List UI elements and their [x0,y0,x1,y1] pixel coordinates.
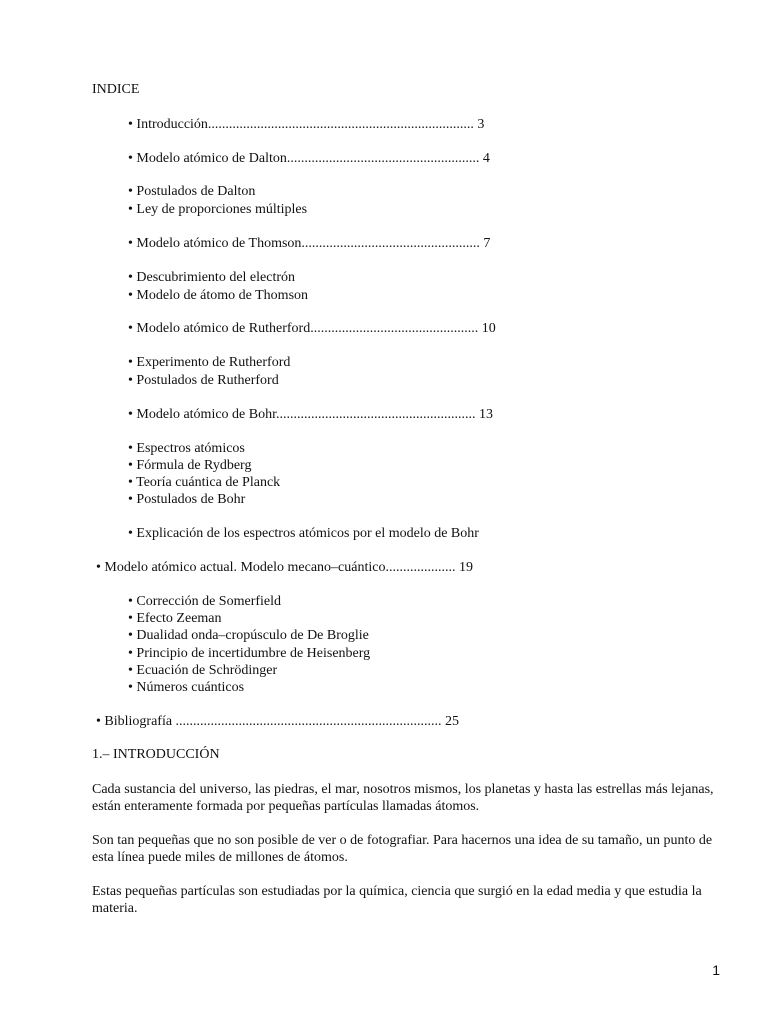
page-number: 1 [712,962,720,978]
toc-subentry: • Modelo de átomo de Thomson [128,288,309,303]
toc-entry-introduccion: • Introducción............................................................................ 3 [128,117,485,132]
toc-subentry: • Postulados de Rutherford [128,373,279,388]
index-heading: INDICE [92,82,140,97]
toc-entry-bohr: • Modelo atómico de Bohr......................................................... 13 [128,407,493,422]
paragraph: Cada sustancia del universo, las piedras, el mar, nosotros mismos, los planetas y hasta las estrellas más lejanas, están enteramente formada por pequeñas partículas llamadas átomos. [92,782,714,814]
toc-entry-thomson: • Modelo atómico de Thomson................................................... 7 [128,236,491,251]
section-title: 1.– INTRODUCCIÓN [92,747,220,762]
paragraph: Son tan pequeñas que no son posible de ver o de fotografiar. Para hacernos una idea de su tamaño, un punto de esta línea puede miles de millones de átomos. [92,833,713,865]
toc-subentry: • Números cuánticos [128,680,245,695]
toc-subentry: • Fórmula de Rydberg [128,458,252,473]
toc-subentry: • Descubrimiento del electrón [128,270,296,285]
paragraph: Estas pequeñas partículas son estudiadas por la química, ciencia que surgió en la edad media y que estudia la materia. [92,884,702,916]
toc-subentry: • Corrección de Somerfield [128,594,282,609]
toc-subentry: • Dualidad onda–cropúsculo de De Broglie [128,628,369,643]
toc-subentry: • Ecuación de Schrödinger [128,663,278,678]
toc-entry-actual: • Modelo atómico actual. Modelo mecano–cuántico.................... 19 [96,560,473,575]
toc-subentry: • Experimento de Rutherford [128,355,291,370]
toc-subentry: • Ley de proporciones múltiples [128,202,308,217]
toc-entry-dalton: • Modelo atómico de Dalton....................................................... 4 [128,151,490,166]
toc-subentry: • Postulados de Dalton [128,184,256,199]
toc-subentry: • Postulados de Bohr [128,492,246,507]
toc-subentry: • Efecto Zeeman [128,611,222,626]
toc-subentry: • Explicación de los espectros atómicos por el modelo de Bohr [128,526,479,541]
toc-subentry: • Principio de incertidumbre de Heisenberg [128,646,371,661]
toc-entry-rutherford: • Modelo atómico de Rutherford................................................ 10 [128,321,496,336]
toc-subentry: • Espectros atómicos [128,441,245,456]
toc-entry-bibliografia: • Bibliografía ............................................................................ 25 [96,714,460,729]
toc-subentry: • Teoría cuántica de Planck [128,475,281,490]
